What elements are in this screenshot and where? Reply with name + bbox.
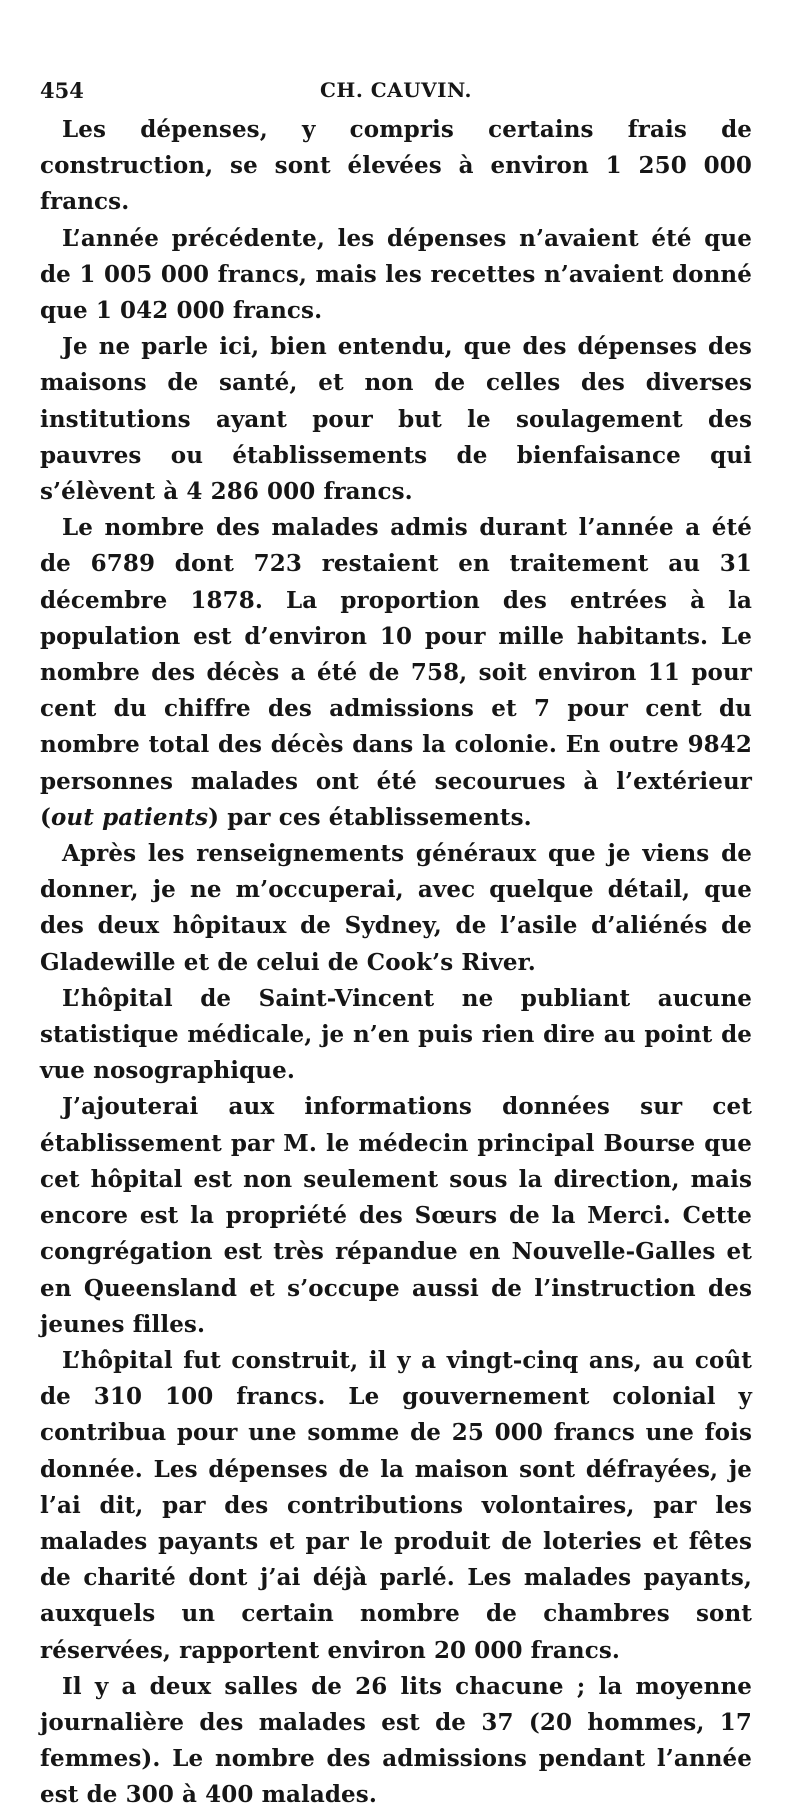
paragraph-patient-statistics-start: Le nombre des malades admis durant l’année a été de 6789 dont 723 restaient en traitement au 31 décembre 1878. La proportion des entrées à la population est d’environ 10 pour mille habitants. Le nombre des décès a été de 758, soit environ 11 pour cent du chiffre des admissions et 7 pour cent du nombre total des décès dans la colonie. En outre 9842 personnes malades ont été secourues à l’extérieur (: [40, 514, 752, 831]
page-header: [40, 72, 752, 108]
paragraph-expenses: Les dépenses, y compris certains frais de construction, se sont élevées à environ 1 250 000 francs.: [40, 116, 752, 216]
paragraph-wards: Il y a deux salles de 26 lits chacune ; la moyenne journalière des malades est de 37 (20 hommes, 17 femmes). Le nombre des admissions pendant l’année est de 300 à 400 malades.: [40, 1672, 752, 1809]
paragraph-hospital-construction: L’hôpital fut construit, il y a vingt-cinq ans, au coût de 310 100 francs. Le gouvernement colonial y contribua pour une somme de 25 000 francs une fois donnée. Les dépenses de la maison sont défrayées, je l’ai dit, par des contributions volontaires, par les malades payants et par le produit de loteries et fêtes de charité dont j’ai déjà parlé. Les malades payants, auxquels un certain nombre de chambres sont réservées, rapportent environ 20 000 francs.: [40, 1346, 752, 1664]
paragraph-hospitals-overview: Après les renseignements généraux que je viens de donner, je ne m’occuperai, avec quelque détail, que des deux hôpitaux de Sydney, de l’asile d’aliénés de Gladewille et de celui de Cook’s River.: [40, 840, 752, 976]
book-page: [40, 72, 752, 1809]
paragraph-sisters-of-mercy: J’ajouterai aux informations données sur cet établissement par M. le médecin principal Bourse que cet hôpital est non seulement sous la direction, mais encore est la propriété des Sœurs de la Merci. Cette congrégation est très répandue en Nouvelle-Galles et en Queensland et s’occupe aussi de l’instruction des jeunes filles.: [40, 1093, 752, 1338]
paragraph-patient-statistics: [40, 510, 752, 836]
out-patients-term: out patients: [50, 803, 209, 831]
body-text: [40, 112, 752, 1814]
paragraph-health-houses: Je ne parle ici, bien entendu, que des dépenses des maisons de santé, et non de celles des diverses institutions ayant pour but le soulagement des pauvres ou établissements de bienfaisance qui s’élèvent à 4 286 000 francs.: [40, 333, 752, 506]
running-title: CH. CAUVIN.: [320, 78, 472, 102]
page-number: 454: [40, 78, 84, 103]
paragraph-patient-statistics-end: ) par ces établissements.: [208, 803, 532, 831]
paragraph-previous-year: L’année précédente, les dépenses n’avaient été que de 1 005 000 francs, mais les recettes n’avaient donné que 1 042 000 francs.: [40, 224, 752, 325]
paragraph-saint-vincent: L’hôpital de Saint-Vincent ne publiant aucune statistique médicale, je n’en puis rien dire au point de vue nosographique.: [40, 984, 752, 1085]
